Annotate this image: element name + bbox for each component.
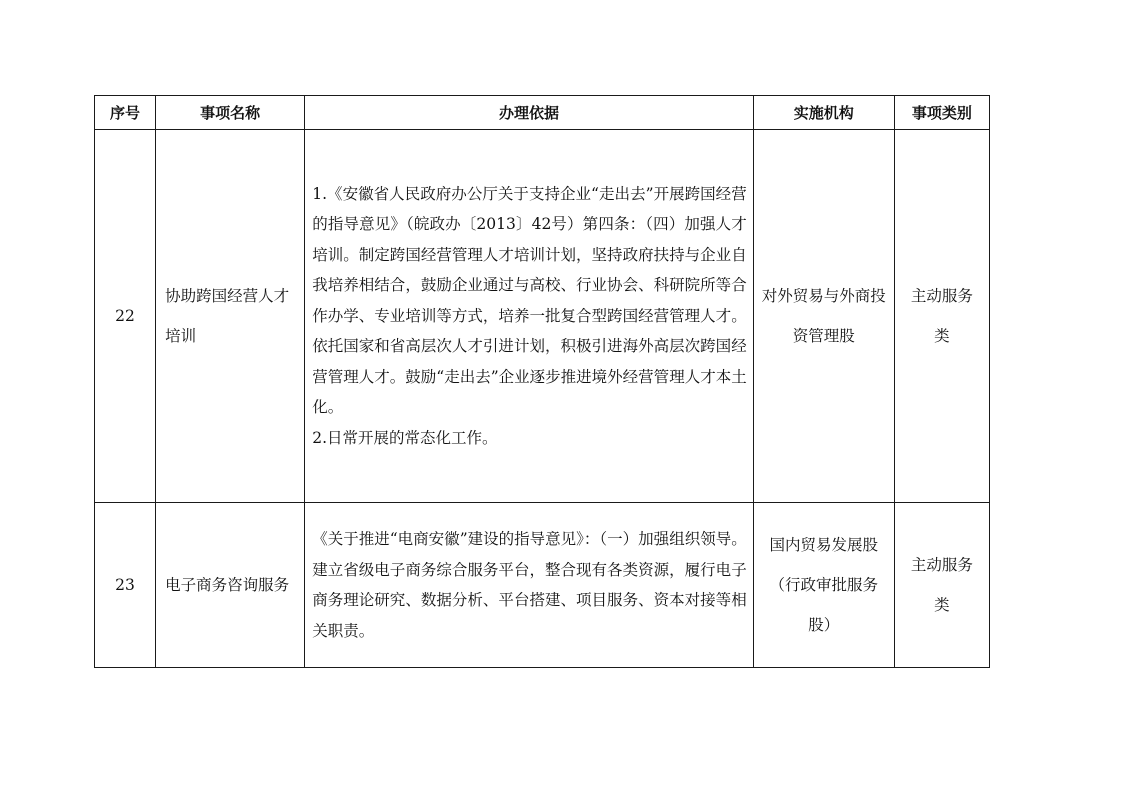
- row-no: 23: [95, 503, 156, 668]
- category-text: 主动服务类: [910, 556, 973, 614]
- table-row: [95, 130, 990, 503]
- row-category: [894, 503, 989, 668]
- org-text: 对外贸易与外商投资管理股: [761, 287, 886, 345]
- header-basis: 办理依据: [305, 96, 754, 130]
- basis-paragraph: 《关于推进“电商安徽”建设的指导意见》：（一）加强组织领导。建立省级电子商务综合服务平台，整合现有各类资源，履行电子商务理论研究、数据分析、平台搭建、项目服务、资本对接等相关职责。: [312, 530, 747, 640]
- row-org: [753, 130, 894, 503]
- row-org: [753, 503, 894, 668]
- table-header-row: [95, 96, 990, 130]
- row-basis: [305, 503, 754, 668]
- row-basis: [305, 130, 754, 503]
- category-text: 主动服务类: [910, 287, 973, 345]
- services-table: [94, 95, 990, 668]
- row-name: 协助跨国经营人才培训: [156, 130, 305, 503]
- basis-paragraph: 1.《安徽省人民政府办公厅关于支持企业“走出去”开展跨国经营的指导意见》（皖政办〔2013〕42号）第四条：（四）加强人才培训。制定跨国经营管理人才培训计划，坚持政府扶持与企业自我培养相结合，鼓励企业通过与高校、行业协会、科研院所等合作办学、专业培训等方式，培养一批复合型跨国经营管理人才。依托国家和省高层次人才引进计划，积极引进海外高层次跨国经营管理人才。鼓励“走出去”企业逐步推进境外经营管理人才本土化。: [312, 184, 747, 417]
- header-org: 实施机构: [753, 96, 894, 130]
- org-text: 国内贸易发展股（行政审批服务股）: [769, 536, 879, 634]
- header-name: 事项名称: [156, 96, 305, 130]
- row-no: 22: [95, 130, 156, 503]
- row-category: [894, 130, 989, 503]
- basis-paragraph: 2.日常开展的常态化工作。: [312, 428, 498, 447]
- row-name: 电子商务咨询服务: [156, 503, 305, 668]
- table-row: [95, 503, 990, 668]
- header-no: 序号: [95, 96, 156, 130]
- header-category: 事项类别: [894, 96, 989, 130]
